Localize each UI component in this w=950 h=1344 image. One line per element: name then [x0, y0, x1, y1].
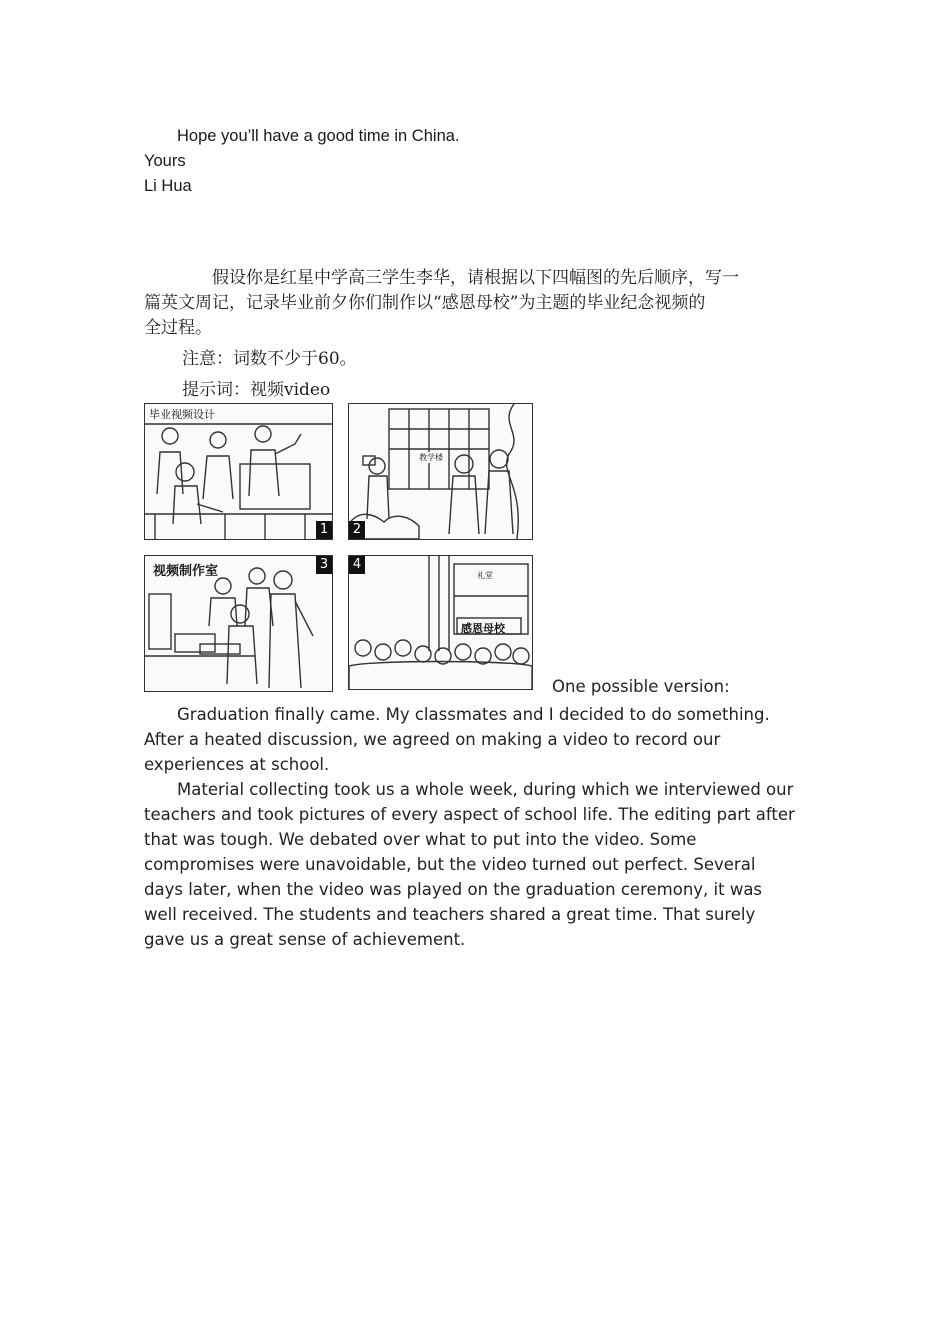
illustration-panel-4 — [348, 555, 533, 690]
panel4-stage-sign: 礼堂 — [477, 571, 493, 580]
panel2-building-sign: 教学楼 — [419, 453, 443, 462]
task-instruction-line1: 假设你是红星中学高三学生李华，请根据以下四幅图的先后顺序，写一 — [212, 268, 739, 288]
answer-p2-line3: that was tough. We debated over what to put into the video. Some — [144, 830, 697, 849]
panel3-number: 3 — [316, 556, 332, 574]
letter-signoff: Yours — [144, 152, 186, 170]
task-instruction-line2: 篇英文周记，记录毕业前夕你们制作以“感恩母校”为主题的毕业纪念视频的 — [144, 293, 706, 313]
illustration-panel-2 — [348, 403, 533, 540]
answer-p1-line3: experiences at school. — [144, 755, 330, 774]
task-instruction-line3: 全过程。 — [144, 318, 212, 338]
panel4-banner: 感恩母校 — [461, 622, 505, 635]
answer-p1-line1: Graduation finally came. My classmates and I decided to do something. — [177, 705, 770, 724]
illustration-panel-3 — [144, 555, 333, 692]
panel1-caption: 毕业视频设计 — [149, 408, 215, 421]
task-hint: 提示词：视频video — [182, 380, 331, 400]
panel2-drawing — [349, 404, 532, 539]
answer-label: One possible version: — [552, 677, 730, 696]
answer-p2-line6: well received. The students and teachers shared a great time. That surely — [144, 905, 756, 924]
panel1-number: 1 — [316, 521, 332, 539]
answer-p1-line2: After a heated discussion, we agreed on making a video to record our — [144, 730, 721, 749]
panel1-drawing — [145, 404, 332, 539]
letter-signature: Li Hua — [144, 177, 192, 195]
letter-closing-line: Hope you’ll have a good time in China. — [177, 127, 460, 145]
panel2-number: 2 — [349, 521, 365, 539]
answer-p2-line7: gave us a great sense of achievement. — [144, 930, 466, 949]
answer-p2-line5: days later, when the video was played on the graduation ceremony, it was — [144, 880, 763, 899]
answer-p2-line4: compromises were unavoidable, but the video turned out perfect. Several — [144, 855, 756, 874]
task-note: 注意：词数不少于60。 — [182, 349, 357, 369]
illustration-panel-1 — [144, 403, 333, 540]
answer-p2-line2: teachers and took pictures of every aspect of school life. The editing part after — [144, 805, 795, 824]
panel3-caption: 视频制作室 — [153, 564, 219, 579]
answer-p2-line1: Material collecting took us a whole week, during which we interviewed our — [177, 780, 794, 799]
panel4-number: 4 — [349, 556, 365, 574]
